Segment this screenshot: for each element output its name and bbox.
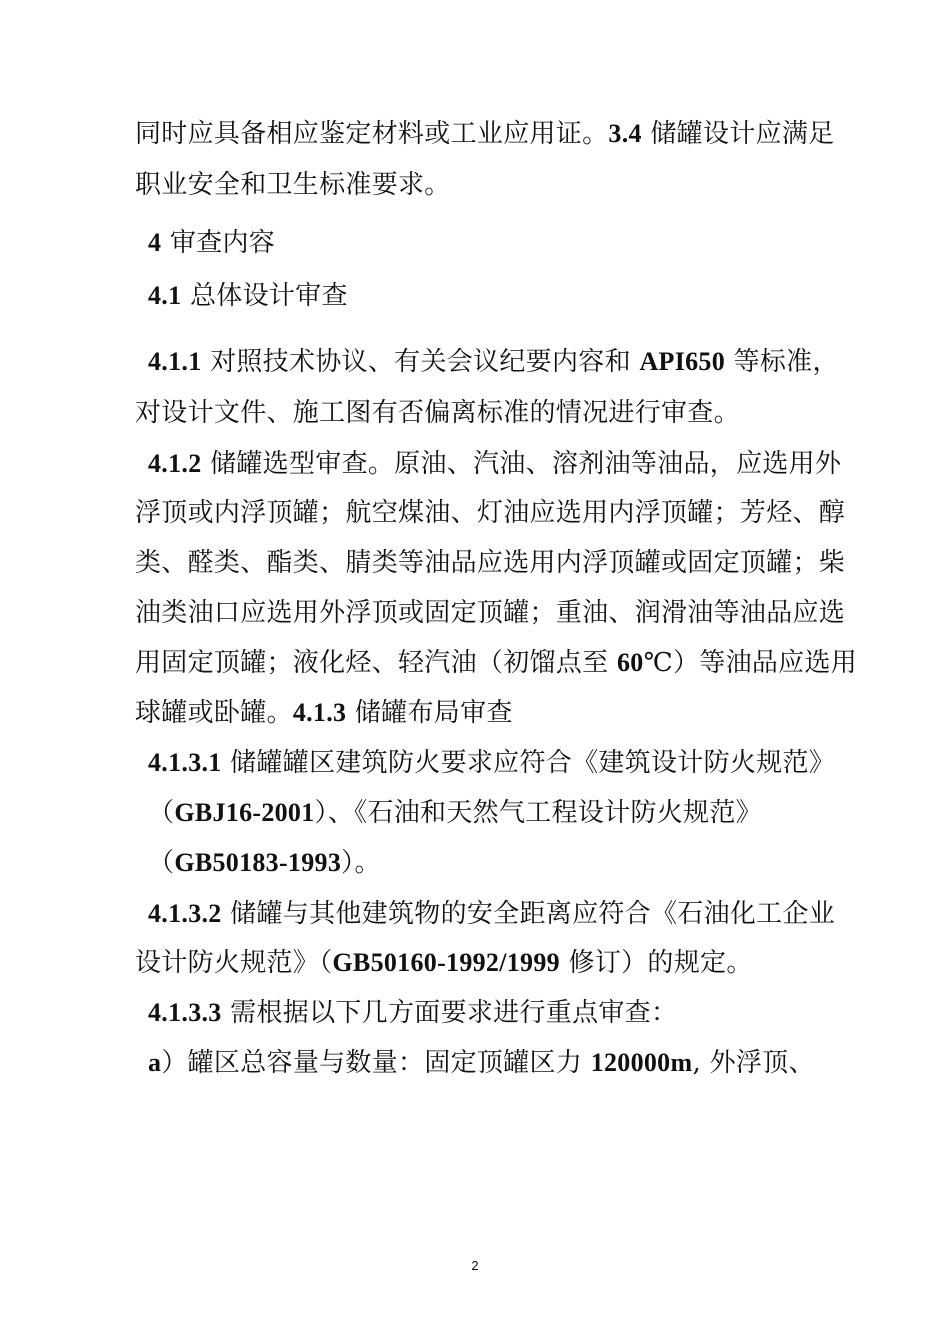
paragraph-line bbox=[148, 1046, 848, 1080]
paragraph-line bbox=[135, 496, 846, 530]
text-span: 浮顶或内浮顶罐；航空煤油、灯油应选用内浮顶罐；芳烃、醇 bbox=[135, 498, 846, 528]
text-span: 类、醛类、酯类、腈类等油品应选用内浮顶罐或固定顶罐；柴 bbox=[135, 548, 846, 578]
text-span: 储罐布局审查 bbox=[346, 698, 513, 728]
bold-text: 4.1.3.3 bbox=[148, 998, 222, 1027]
paragraph-line bbox=[148, 846, 848, 880]
paragraph-line bbox=[148, 447, 848, 481]
bold-text: GBJ16-2001 bbox=[174, 798, 315, 827]
bold-text: 4.1.3 bbox=[292, 698, 347, 727]
text-span: 修订）的规定。 bbox=[559, 948, 753, 978]
text-span: 储罐设计应满足 bbox=[641, 119, 835, 149]
text-span: 储罐选型审查。原油、汽油、溶剂油等油品，应选用外 bbox=[201, 449, 842, 479]
text-span: 等标准， bbox=[725, 347, 839, 377]
text-span: （ bbox=[148, 848, 175, 878]
paragraph-line bbox=[148, 746, 848, 780]
bold-text: 4.1.3.1 bbox=[148, 748, 222, 777]
bold-text: 120000m bbox=[590, 1048, 693, 1077]
text-span: ）、《石油和天然气工程设计防火规范》 bbox=[314, 798, 762, 828]
text-span: 球罐或卧罐。 bbox=[135, 698, 293, 728]
bold-text: GB50183-1993 bbox=[174, 848, 342, 877]
text-span: ）罐区总容量与数量：固定顶罐区力 bbox=[161, 1048, 591, 1078]
paragraph-line bbox=[148, 796, 848, 830]
paragraph-line bbox=[135, 596, 846, 630]
bold-text: a bbox=[148, 1048, 162, 1077]
paragraph-line bbox=[148, 897, 848, 931]
text-span: 对设计文件、施工图有否偏离标准的情况进行审查。 bbox=[135, 398, 740, 428]
bold-text: 4.1.3.2 bbox=[148, 899, 222, 928]
text-span: 职业安全和卫生标准要求。 bbox=[135, 170, 451, 200]
text-span: 储罐罐区建筑防火要求应符合《建筑设计防火规范》 bbox=[221, 748, 836, 778]
paragraph-line bbox=[148, 996, 848, 1030]
bold-text: 3.4 bbox=[608, 119, 642, 148]
text-span: 审查内容 bbox=[161, 228, 276, 258]
paragraph-line bbox=[135, 396, 835, 430]
bold-text: API650 bbox=[639, 347, 726, 376]
text-span: 对照技术协议、有关会议纪要内容和 bbox=[201, 347, 640, 377]
bold-text: 4.1.1 bbox=[148, 347, 202, 376]
page-number: 2 bbox=[471, 1258, 479, 1273]
text-span: ℃）等油品应选用 bbox=[643, 648, 858, 678]
paragraph-line bbox=[148, 345, 848, 379]
paragraph-line bbox=[135, 546, 846, 580]
bold-text: 60 bbox=[616, 648, 644, 677]
text-span: ）。 bbox=[341, 848, 381, 878]
subsection-heading bbox=[148, 279, 848, 313]
paragraph-line bbox=[135, 168, 835, 202]
text-span: 总体设计审查 bbox=[181, 281, 348, 311]
text-span: 油类油口应选用外浮顶或固定顶罐；重油、润滑油等油品应选 bbox=[135, 598, 846, 628]
bold-text: 4.1 bbox=[148, 281, 182, 310]
text-span: 设计防火规范》（ bbox=[135, 948, 333, 978]
bold-text: GB50160-1992/1999 bbox=[332, 948, 560, 977]
paragraph-line bbox=[135, 946, 835, 980]
text-span: 储罐与其他建筑物的安全距离应符合《石油化工企业 bbox=[221, 899, 836, 929]
text-span: （ bbox=[148, 798, 175, 828]
section-heading bbox=[148, 226, 848, 260]
text-span: 同时应具备相应鉴定材料或工业应用证。 bbox=[135, 119, 609, 149]
text-span: 需根据以下几方面要求进行重点审查： bbox=[221, 998, 678, 1028]
bold-text: 4 bbox=[148, 228, 162, 257]
paragraph-line bbox=[135, 696, 835, 730]
paragraph-line bbox=[135, 117, 835, 151]
bold-text: 4.1.2 bbox=[148, 449, 202, 478]
paragraph-line bbox=[135, 646, 858, 680]
text-span: 用固定顶罐；液化烃、轻汽油（初馏点至 bbox=[135, 648, 617, 678]
text-span: , 外浮顶、 bbox=[692, 1048, 815, 1078]
